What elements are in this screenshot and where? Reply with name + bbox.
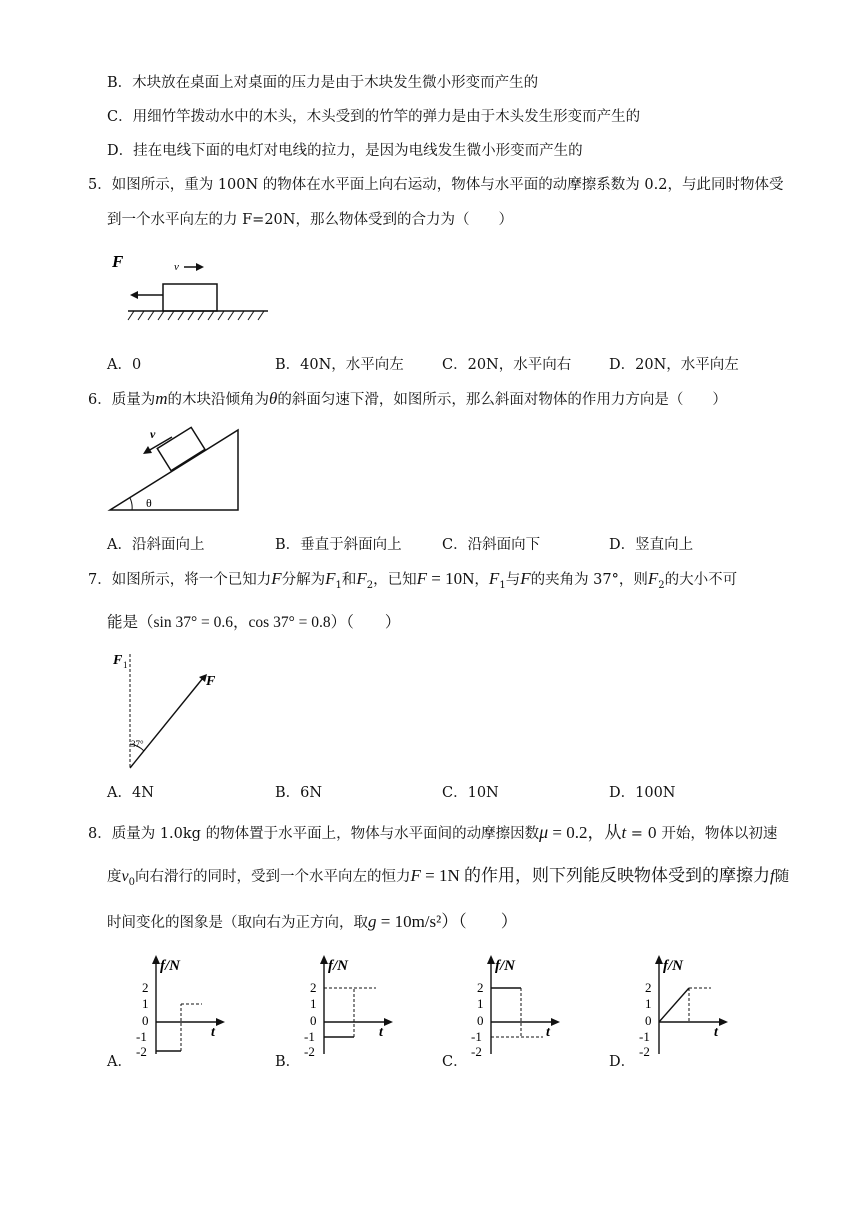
q6-stem-p1: 6．质量为: [88, 392, 156, 408]
q8-text-2c: = 1N 的作用，则下列能反映物体受到的摩擦力: [420, 866, 770, 885]
q8-option-a: A．: [107, 1054, 132, 1070]
q8-var-t: t: [621, 823, 627, 842]
q8-text-1b: = 0.2，从: [548, 823, 622, 842]
q8-var-mu: μ: [539, 822, 549, 842]
q7-fig-label-F1-sub: 1: [123, 660, 128, 670]
q7-F-vector: [130, 678, 203, 768]
q6-block: [157, 427, 205, 470]
q8-text-3b: = 10m/s²）（ ）: [376, 912, 518, 931]
q7-option-d: D．100N: [609, 785, 676, 801]
q7-fig-label-F: F: [206, 674, 216, 689]
q8-text-2a: 度: [107, 869, 122, 885]
q8a-tick-0: 0: [142, 1013, 149, 1028]
q8c-xlabel: t: [546, 1025, 550, 1040]
q6-option-a: A．沿斜面向上: [107, 537, 205, 553]
q5-option-b: B．40N，水平向左: [275, 357, 404, 373]
q8d-ylabel: f/N: [663, 958, 683, 974]
q5-option-d: D．20N，水平向左: [609, 357, 739, 373]
q6-fig-label-v: v: [150, 427, 156, 441]
q7-var-F1b-sub: 1: [499, 579, 506, 591]
q5-option-a: A．0: [107, 357, 142, 373]
q8a-ylabel: f/N: [160, 958, 180, 974]
q8b-xlabel: t: [379, 1025, 383, 1040]
q8-var-f: f: [770, 866, 775, 885]
q8d-tick-m2: -2: [639, 1044, 650, 1059]
q7-text-b: 分解为: [281, 572, 326, 588]
q5-figure: [108, 250, 273, 330]
q5-block: [163, 284, 217, 311]
q6-option-b: B．垂直于斜面向上: [275, 537, 402, 553]
q7-var-F2b: F: [647, 569, 659, 588]
q7-text-g: 的夹角为 37°，则: [530, 572, 648, 588]
q8-option-d: D．: [609, 1054, 636, 1070]
q8-text-2d: 随: [774, 869, 790, 885]
q7-fig-label-F1: F: [113, 653, 123, 668]
q8d-xlabel: t: [714, 1025, 718, 1040]
q8a-tick-2: 2: [142, 980, 149, 995]
q5-fig-label-v: v: [174, 261, 179, 273]
q8-var-g: g: [368, 912, 377, 931]
q8c-tick-1: 1: [477, 996, 484, 1011]
q8-text-2b: 向右滑行的同时，受到一个水平向左的恒力: [134, 869, 411, 885]
q8b-tick-2: 2: [310, 980, 317, 995]
q8c-tick-0: 0: [477, 1013, 484, 1028]
q7-fig-angle: 37°: [131, 739, 144, 749]
q7-text-d: ，已知: [373, 572, 417, 588]
q8-graph-a: [128, 952, 228, 1064]
prev-option-d: D．挂在电线下面的电灯对电线的拉力，是因为电线发生微小形变而产生的: [107, 143, 583, 159]
q6-var-theta: θ: [269, 389, 278, 408]
q7-var-F2: F: [356, 569, 367, 588]
q8a-tick-m1: -1: [136, 1029, 147, 1044]
q7-figure: [110, 648, 230, 774]
q7-var-F1: F: [325, 569, 336, 588]
q8-option-c: C．: [442, 1054, 468, 1070]
q8-graph-b: [296, 952, 396, 1064]
q7-var-F2b-sub: 2: [658, 579, 665, 591]
q8-stem-line2: [107, 866, 789, 893]
q7-text-e: ，: [474, 572, 489, 588]
q7-eq-value: = 10N: [427, 569, 475, 588]
q8b-tick-m1: -1: [304, 1029, 315, 1044]
q6-option-d: D．竖直向上: [609, 537, 694, 553]
q8c-ylabel: f/N: [495, 958, 515, 974]
q8-graph-c: [463, 952, 563, 1064]
q8-text-1a: 8．质量为 1.0kg 的物体置于水平面上，物体与水平面间的动摩擦因数: [88, 826, 540, 842]
q7-var-F2-sub: 2: [366, 579, 374, 591]
q8a-tick-m2: -2: [136, 1044, 147, 1059]
q8-text-3a: 时间变化的图象是（取向右为正方向，取: [107, 915, 368, 931]
q6-incline: [110, 430, 238, 510]
q6-var-m: m: [155, 389, 168, 408]
q7-var-F1b: F: [488, 569, 500, 588]
q8d-tick-2: 2: [645, 980, 652, 995]
q8c-tick-2: 2: [477, 980, 484, 995]
q7-text-a: 7．如图所示，将一个已知力: [88, 572, 272, 588]
q7-eq-F: F: [416, 569, 428, 588]
q8d-tick-0: 0: [645, 1013, 652, 1028]
q6-stem: [88, 389, 727, 410]
q8-var-F: F: [410, 866, 421, 885]
q8-var-v0-sub: 0: [128, 876, 135, 888]
q5-option-c: C．20N，水平向右: [442, 357, 572, 373]
q7-var-Fb: F: [520, 569, 531, 588]
q6-figure: [110, 420, 250, 515]
q6-fig-label-theta: θ: [146, 496, 152, 510]
prev-option-c: C．用细竹竿拨动水中的木头，木头受到的竹竿的弹力是由于木头发生形变而产生的: [107, 109, 641, 125]
q7-text-f: 与: [505, 572, 521, 588]
q7-stem-line2: 能是（sin 37° = 0.6，cos 37° = 0.8）（ ）: [107, 614, 401, 631]
q8d-tick-m1: -1: [639, 1029, 650, 1044]
q7-text-c: 和: [341, 572, 357, 588]
prev-option-b: B．木块放在桌面上对桌面的压力是由于木块发生微小形变而产生的: [107, 75, 539, 91]
q8b-tick-1: 1: [310, 996, 317, 1011]
q8b-ylabel: f/N: [328, 958, 348, 974]
q7-option-a: A．4N: [107, 785, 154, 801]
q8-stem-line1: [88, 822, 777, 844]
q5-stem-line1: 5．如图所示，重为 100N 的物体在水平面上向右运动，物体与水平面的动摩擦系数为 0.2，与此同时物体受: [88, 177, 784, 193]
q8c-tick-m1: -1: [471, 1029, 482, 1044]
q8-stem-line3: [107, 912, 518, 933]
q8-var-v0: v: [121, 868, 129, 885]
q8a-tick-1: 1: [142, 996, 149, 1011]
q8c-tick-m2: -2: [471, 1044, 482, 1059]
q8-graph-d: [631, 952, 731, 1064]
q7-option-b: B．6N: [275, 785, 323, 801]
q7-text-h: 的大小不可: [664, 572, 738, 588]
q8b-tick-m2: -2: [304, 1044, 315, 1059]
q6-stem-p3: 的斜面匀速下滑，如图所示，那么斜面对物体的作用力方向是（ ）: [277, 392, 727, 408]
q8a-xlabel: t: [211, 1025, 215, 1040]
q8d-tick-1: 1: [645, 996, 652, 1011]
q7-stem-line1: [88, 569, 737, 596]
q8-option-b: B．: [275, 1054, 301, 1070]
q7-var-F: F: [271, 569, 282, 588]
q6-stem-p2: 的木块沿倾角为: [167, 392, 270, 408]
q7-var-F1-sub: 1: [335, 579, 342, 591]
q8b-tick-0: 0: [310, 1013, 317, 1028]
q8-text-1c: = 0 开始，物体以初速: [626, 826, 778, 842]
q5-fig-label-F: F: [112, 252, 124, 271]
q6-option-c: C．沿斜面向下: [442, 537, 541, 553]
q5-stem-line2: 到一个水平向左的力 F=20N，那么物体受到的合力为（ ）: [107, 212, 513, 228]
q7-option-c: C．10N: [442, 785, 499, 801]
